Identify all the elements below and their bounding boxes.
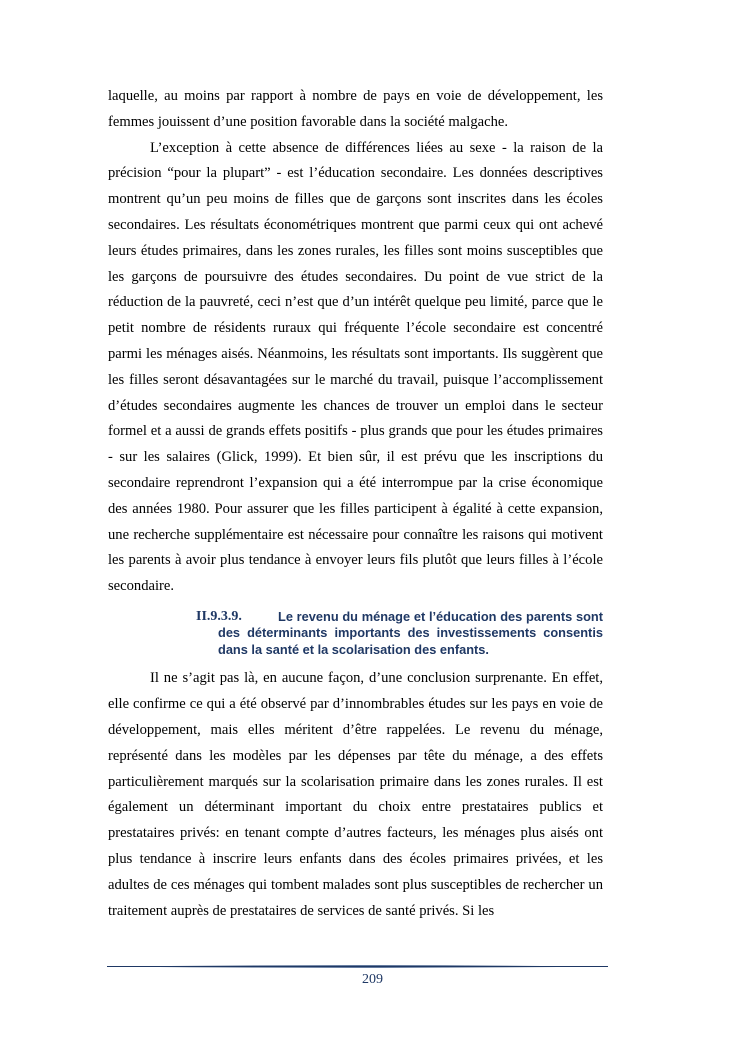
footer-rule-line [107, 964, 608, 969]
section-title-text: Le revenu du ménage et l’éducation des parents sont des déterminants importants des investissements consentis dans la santé et la scolarisation des enfants. [218, 608, 603, 657]
section-number: II.9.3.9. [196, 608, 242, 624]
paragraph-secondary-education: L’exception à cette absence de différences liées au sexe - la raison de la précision “pour la plupart” - est l’éducation secondaire. Les données descriptives montrent qu’un peu moins de filles que de garçons sont inscrites dans les écoles secondaires. Les résultats économétriques montrent que parmi ceux qui ont achevé leurs études primaires, dans les zones rurales, les filles sont moins susceptibles que les garçons de poursuivre des études secondaires. Du point de vue strict de la réduction de la pauvreté, ceci n’est que d’un intérêt quelque peu limité, parce que le petit nombre de résidents ruraux qui fréquente l’école secondaire est concentré parmi les ménages aisés. Néanmoins, les résultats sont importants. Ils suggèrent que les filles seront désavantagées sur le marché du travail, puisque l’accomplissement d’études secondaires augmente les chances de trouver un emploi dans le secteur formel et a aussi de grands effets positifs - plus grands que pour les études primaires - sur les salaires (Glick, 1999). Et bien sûr, il est prévu que les inscriptions du secondaire reprendront l’expansion qui a été interrompue par la crise économique des années 1980. Pour assurer que les filles participent à égalité à cette expansion, une recherche supplémentaire est nécessaire pour connaître les raisons qui motivent les parents à avoir plus tendance à envoyer leurs fils plutôt que leurs filles à l’école secondaire. [108, 139, 603, 595]
paragraph-household-income: Il ne s’agit pas là, en aucune façon, d’une conclusion surprenante. En effet, elle confirme ce qui a été observé par d’innombrables études sur les pays en voie de développement, mais elles méritent d’être rappelées. Le revenu du ménage, représenté dans les modèles par les dépenses par tête du ménage, a des effets particulièrement marqués sur la scolarisation primaire dans les zones rurales. Il est également un déterminant important du choix entre prestataires publics et prestataires privés: en tenant compte d’autres facteurs, les ménages plus aisés ont plus tendance à inscrire leurs enfants dans des écoles primaires privées, et les adultes de ces ménages qui tombent malades sont plus susceptibles de rechercher un traitement auprès de prestataires de services de santé privés. Si les [108, 670, 603, 919]
section-heading [108, 609, 603, 659]
page-number: 209 [362, 972, 383, 987]
page-content [108, 84, 603, 924]
footer-rule [107, 964, 608, 969]
paragraph-continuation: laquelle, au moins par rapport à nombre de pays en voie de développement, les femmes jouissent d’une position favorable dans la société malgache. [108, 88, 603, 130]
